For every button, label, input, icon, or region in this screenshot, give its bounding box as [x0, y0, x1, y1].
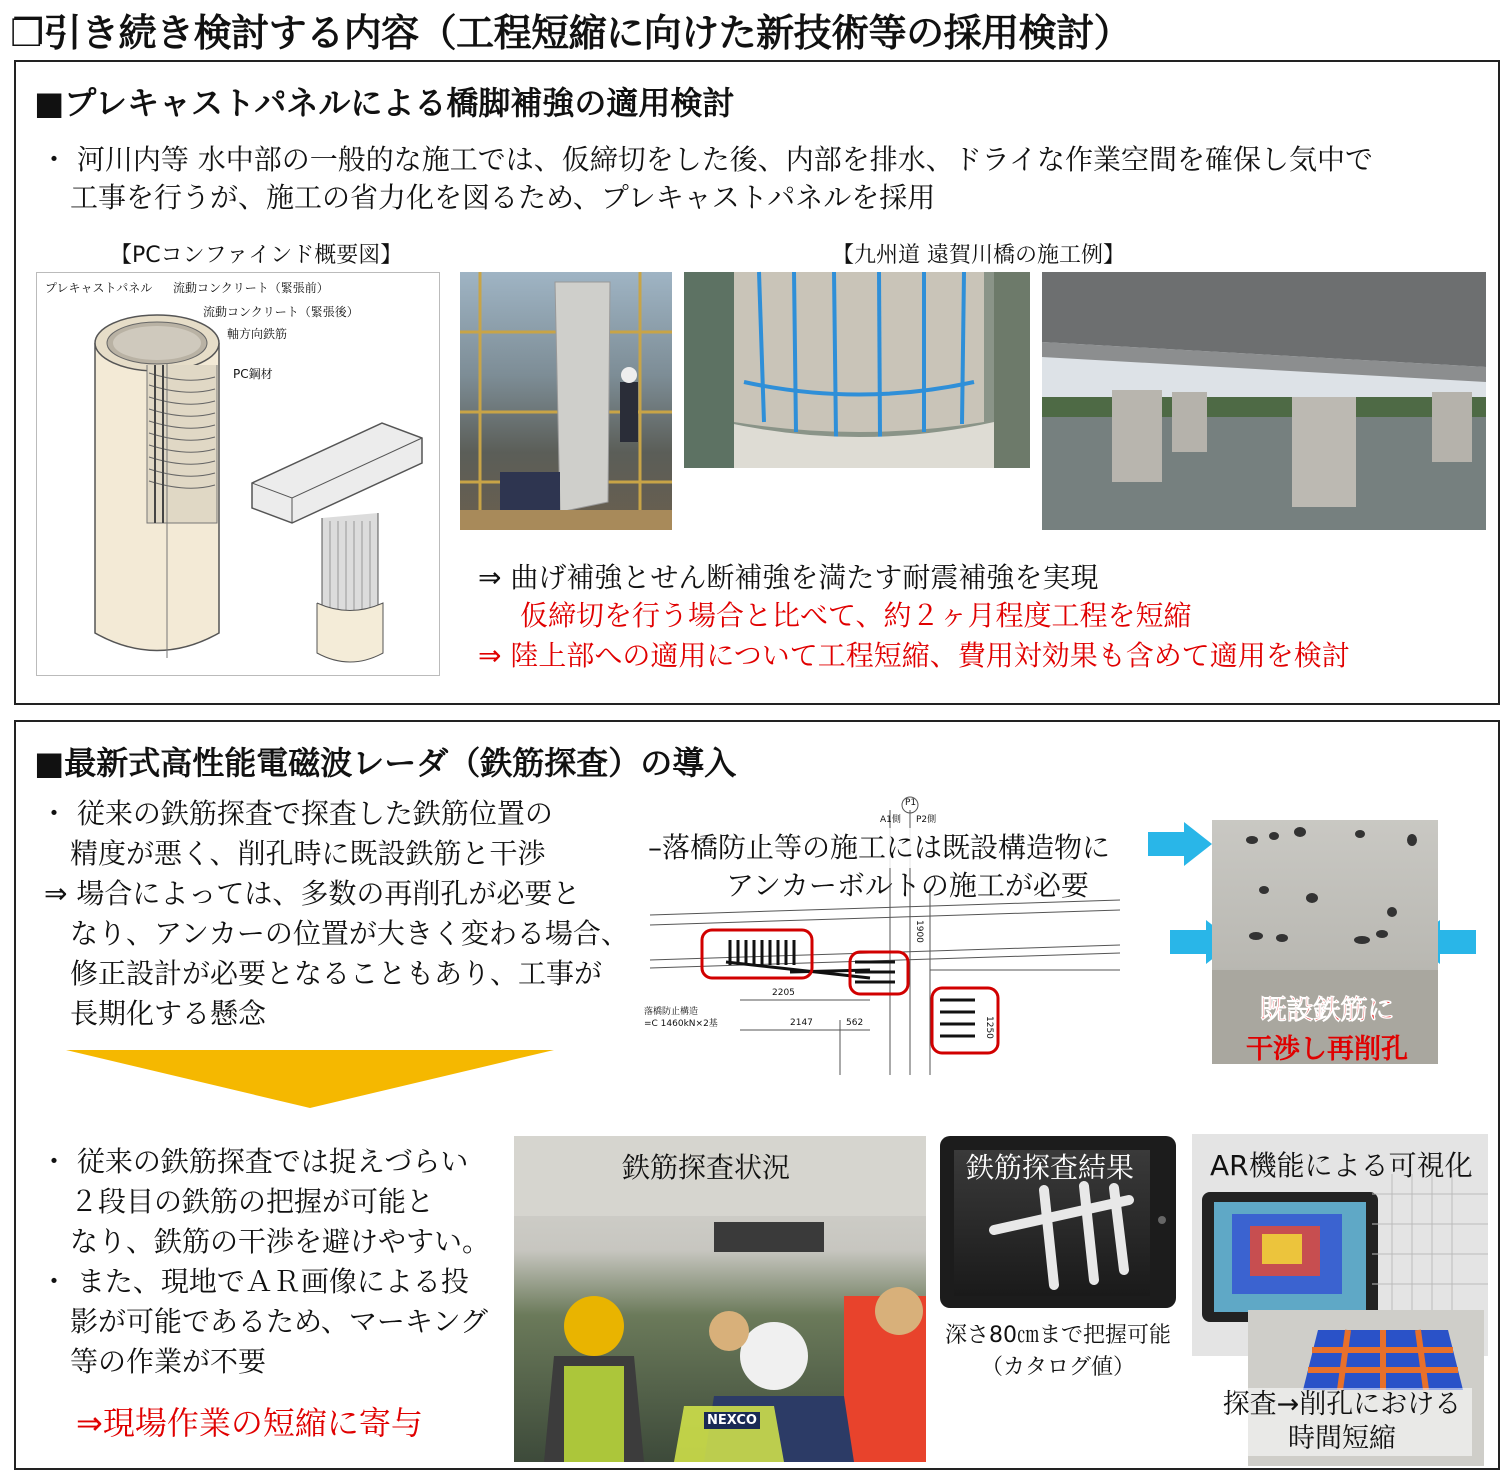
vest-text: NEXCO [704, 1412, 760, 1429]
depth-note-line: 深さ80㎝まで把握可能 [945, 1323, 1171, 1348]
ar-photo-label: AR機能による可視化 [1210, 1149, 1473, 1182]
section1-bullet-line2: 工事を行うが、施工の省力化を図るため、プレキャストパネルを採用 [70, 181, 936, 214]
para2-line: 等の作業が不要 [70, 1345, 267, 1378]
time-note-line: 探査→削孔における [1222, 1389, 1462, 1420]
time-note [1212, 1388, 1472, 1456]
interference-caption-line: 既設鉄筋に [1259, 995, 1395, 1026]
para2-line: ・ 従来の鉄筋探査では捉えづらい [40, 1145, 469, 1178]
down-arrow [66, 1050, 554, 1108]
drawing-label-a1: A1側 [880, 815, 901, 825]
drawing-caption-line: アンカーボルトの施工が必要 [726, 869, 1089, 902]
diagram-caption: 【PCコンファインド概要図】 [110, 243, 403, 268]
construction-photo-scaffold [460, 272, 672, 530]
drawing-note-2: =C 1460kN×2基 [644, 1019, 718, 1029]
para2-line: 影が可能であるため、マーキング [70, 1305, 489, 1338]
para2-line: ２段目の鉄筋の把握が可能と [70, 1185, 435, 1218]
para1-line: 精度が悪く、削孔時に既設鉄筋と干渉 [70, 837, 546, 870]
para1-line: ⇒ 場合によっては、多数の再削孔が必要と [44, 877, 581, 910]
section2-heading: ■最新式高性能電磁波レーダ（鉄筋探査）の導入 [34, 744, 737, 782]
section2-para2 [40, 1142, 490, 1382]
drawing-caption-line: –落橋防止等の施工には既設構造物に [648, 828, 1110, 868]
label-rebar: 軸方向鉄筋 [227, 327, 288, 341]
page-title: ❐引き続き検討する内容（工程短縮に向けた新技術等の採用検討） [10, 11, 1132, 55]
interference-photo [1212, 820, 1438, 1064]
drawing-label-p1: P1 [905, 798, 917, 808]
survey-photo-label: 鉄筋探査状況 [622, 1151, 791, 1184]
panels-image [684, 272, 1030, 468]
drawing-dim-3: 562 [846, 1018, 864, 1028]
construction-photo-panels [684, 272, 1030, 468]
bridge-image [1042, 272, 1486, 530]
drawing-dim-2: 2147 [790, 1018, 813, 1028]
drawing-dim-5: 1250 [984, 1016, 994, 1039]
result3-text: ⇒ 陸上部への適用について工程短縮、費用対効果も含めて適用を検討 [478, 639, 1350, 672]
result-photo-label: 鉄筋探査結果 [966, 1151, 1135, 1184]
drawing-caption [648, 828, 1110, 904]
bridge-photo [1042, 272, 1486, 530]
section1-bullet-line1: ・ 河川内等 水中部の一般的な施工では、仮締切をした後、内部を排水、ドライな作業空間を確保し気中で [40, 143, 1373, 176]
para2-line: ・ また、現地でＡＲ画像による投 [40, 1265, 469, 1298]
section1-result3-arrow [478, 636, 1350, 676]
drawing-note-1: 落橋防止構造 [644, 1007, 699, 1017]
arrow-right-icon [1148, 822, 1212, 866]
photos-caption: 【九州道 遠賀川橋の施工例】 [832, 243, 1125, 268]
para1-line: 長期化する懸念 [70, 997, 267, 1030]
label-concrete-pre: 流動コンクリート（緊張前） [173, 281, 329, 295]
time-note-line: 時間短縮 [1288, 1423, 1396, 1454]
para1-line: なり、アンカーの位置が大きく変わる場合、 [70, 917, 629, 950]
ar-floor-photo [1222, 1310, 1484, 1466]
drawing-dim-1: 2205 [772, 988, 795, 998]
para1-line: ・ 従来の鉄筋探査で探査した鉄筋位置の [40, 797, 553, 830]
section1-result2: 仮締切を行う場合と比べて、約２ヶ月程度工程を短縮 [520, 599, 1192, 632]
down-arrow-shape [66, 1050, 554, 1108]
cyan-arrow-top [1148, 822, 1212, 870]
drawing-label-p2: P2側 [916, 815, 937, 825]
drawing-dim-4: 1900 [914, 920, 924, 943]
label-pc-steel: PC鋼材 [233, 367, 273, 381]
conclusion: ⇒現場作業の短縮に寄与 [76, 1404, 423, 1442]
depth-note-line: （カタログ値） [980, 1355, 1135, 1380]
interference-caption [1246, 988, 1408, 1066]
section1-heading: ■プレキャストパネルによる橋脚補強の適用検討 [34, 84, 735, 122]
label-panel: プレキャストパネル [45, 281, 153, 295]
depth-note [940, 1320, 1176, 1384]
section1-result1: ⇒ 曲げ補強とせん断補強を満たす耐震補強を実現 [478, 561, 1099, 594]
scaffold-image [460, 272, 672, 530]
survey-photo [514, 1136, 926, 1462]
label-concrete-post: 流動コンクリート（緊張後） [203, 305, 359, 319]
para2-line: なり、鉄筋の干渉を避けやすい。 [70, 1225, 491, 1258]
section2-para1 [40, 794, 629, 1034]
interference-caption-line: 干渉し再削孔 [1246, 1034, 1408, 1065]
pc-confined-diagram [36, 272, 440, 676]
para1-line: 修正設計が必要となることもあり、工事が [70, 957, 603, 990]
tablet-camera-dot [1158, 1216, 1166, 1224]
tablet-result [940, 1136, 1176, 1308]
